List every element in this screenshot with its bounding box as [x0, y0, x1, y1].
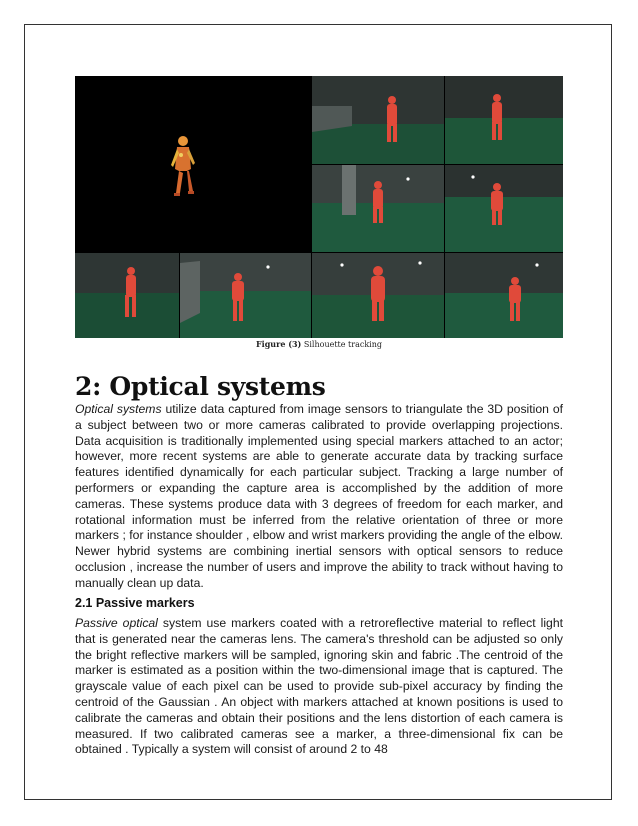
optical-systems-body: utilize data captured from image sensors to triangulate the 3D position of a subject between two or more cameras calibrated to provide overlapping projections. Data acquisition is traditionally implemented using special markers attached to an actor; however, more recent systems are able to generate accurate data by tracking surface features identified dynamically for each particular subject. Tracking a large number of performers or expanding the capture area is accomplished by the addition of more cameras. These systems produce data with 3 degrees of freedom for each marker, and rotational information must be inferred from the relative orientation of three or more markers ; for instance shoulder , elbow and wrist markers providing the angle of the elbow. Newer hybrid systems are combining inertial sensors with optical sensors to reduce occlusion , increase the number of users and improve the ability to track without having to manually clean up data. [75, 402, 563, 590]
camera-view-6 [180, 253, 311, 338]
optical-systems-term: Optical systems [75, 402, 162, 416]
3d-model-figure [75, 76, 311, 252]
camera-view-7 [312, 253, 444, 338]
caption-label: Figure (3) [255, 339, 302, 349]
subsection-heading: 2.1 Passive markers [75, 596, 195, 610]
camera-view-4 [445, 165, 563, 252]
passive-markers-paragraph [75, 616, 563, 758]
passive-optical-term: Passive optical [75, 616, 158, 630]
caption-text: Silhouette tracking [301, 340, 383, 349]
3d-model-panel [75, 76, 311, 252]
passive-markers-body: system use markers coated with a retroreflective material to reflect light that is generated near the cameras lens. The camera's threshold can be adjusted so only the bright reflective markers will be sampled, ignoring skin and fabric .The centroid of the marker is estimated as a position within the two-dimensional image that is captured. The grayscale value of each pixel can be used to provide sub-pixel accuracy by finding the centroid of the Gaussian . An object with markers attached at known positions is used to calibrate the cameras and obtain their positions and the lens distortion of each camera is measured. If two calibrated cameras see a marker, a three-dimensional fix can be obtained . Typically a system will consist of around 2 to 48 [75, 616, 564, 757]
optical-systems-paragraph [75, 402, 563, 592]
camera-view-1 [312, 76, 444, 164]
camera-view-5 [75, 253, 179, 338]
camera-view-2 [445, 76, 563, 164]
silhouette-tracking-figure [75, 76, 563, 338]
camera-view-3 [312, 165, 444, 252]
figure-caption [75, 339, 563, 349]
camera-view-8 [445, 253, 563, 338]
section-heading: 2: Optical systems [75, 372, 326, 401]
